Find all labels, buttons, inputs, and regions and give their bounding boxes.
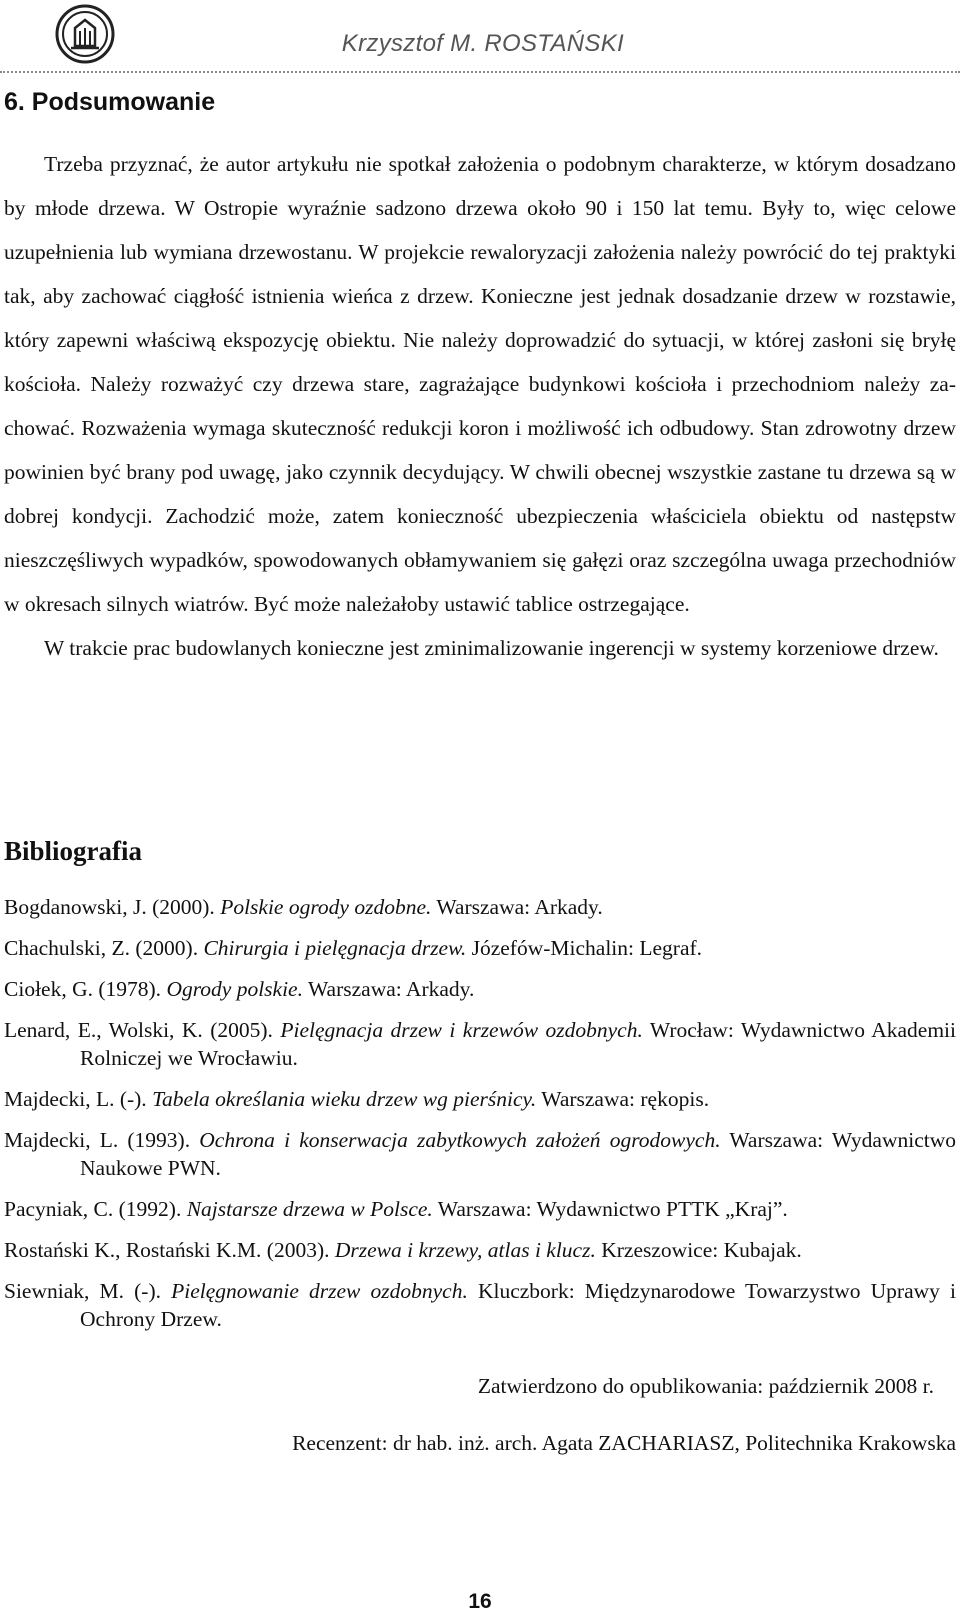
approval-note: Zatwierdzono do opublikowania: październik 2008 r.	[477, 1374, 934, 1398]
page-header	[0, 0, 960, 75]
summary-paragraph: Trzeba przyznać, że autor artykułu nie spotkał założenia o podobnym charakterze, w którym dosadzano by młode drzewa. W Ostropie wyraźnie sadzono drzewa około 90 i 150 lat temu. Były to, więc celowe uzupełnienia lub wymiana drzewostanu. W projekcie rewaloryzacji założenia należy powrócić do tej praktyki tak, aby zachować ciągłość istnienia wieńca z drzew. Konieczne jest jednak dosadzanie drzew w rozstawie, który zapewni właściwą ekspozycję obiektu. Nie należy doprowadzić do sytuacji, w której zasłoni się bryłę kościoła. Należy rozważyć czy drzewa stare, zagrażające budynkowi kościoła i przechodniom należy zachować. Rozważenia wymaga skuteczność redukcji koron i możliwość ich odbudowy. Stan zdrowotny drzew powinien być brany pod uwagę, jako czynnik decydujący. W chwili obecnej wszystkie zastane tu drzewa są w dobrej kondycji. Zachodzić może, zatem konieczność ubezpieczenia właściciela obiektu od następstw nieszczęśliwych wypadków, spowodowanych obłamywaniem się gałęzi oraz szczególna uwaga przechodniów w okresach silnych wiatrów. Być może należałoby ustawić tablice ostrzegające.	[4, 152, 956, 616]
bibliography-entry: Bogdanowski, J. (2000). Polskie ogrody ozdobne. Warszawa: Arkady.	[4, 895, 603, 919]
university-crest-icon	[55, 4, 115, 64]
bibliography-entry: Pacyniak, C. (1992). Najstarsze drzewa w Polsce. Warszawa: Wydawnictwo PTTK „Kraj”.	[4, 1197, 788, 1221]
bibliography-entry: Majdecki, L. (1993). Ochrona i konserwacja zabytkowych założeń ogrodowych. Warszawa: Wydawnictwo Naukowe PWN.	[4, 1128, 956, 1180]
bibliography-entry: Majdecki, L. (-). Tabela określania wieku drzew wg pierśnicy. Warszawa: rękopis.	[4, 1087, 710, 1111]
summary-body	[4, 142, 956, 670]
bibliography-title: Bibliografia	[4, 836, 143, 866]
bibliography-entry: Rostański K., Rostański K.M. (2003). Drzewa i krzewy, atlas i klucz. Krzeszowice: Kubajak.	[4, 1238, 802, 1262]
bibliography-entry: Siewniak, M. (-). Pielęgnowanie drzew ozdobnych. Kluczbork: Międzynarodowe Towarzystwo Uprawy i Ochrony Drzew.	[4, 1279, 956, 1331]
page-number: 16	[468, 1590, 492, 1613]
reviewer-note: Recenzent: dr hab. inż. arch. Agata ZACHARIASZ, Politechnika Krakowska	[292, 1431, 956, 1455]
header-divider	[0, 71, 960, 73]
bibliography-entry: Lenard, E., Wolski, K. (2005). Pielęgnacja drzew i krzewów ozdobnych. Wrocław: Wydawnictwo Akademii Rolniczej we Wrocławiu.	[4, 1018, 957, 1070]
running-header-author: Krzysztof M. ROSTAŃSKI	[341, 30, 624, 57]
summary-paragraph: W trakcie prac budowlanych konieczne jest zminimalizowanie ingerencji w systemy korzeniowe drzew.	[44, 636, 939, 660]
bibliography-list	[4, 893, 956, 1346]
section-title: 6. Podsumowanie	[4, 88, 216, 116]
bibliography-entry: Ciołek, G. (1978). Ogrody polskie. Warszawa: Arkady.	[4, 977, 475, 1001]
bibliography-entry: Chachulski, Z. (2000). Chirurgia i pielęgnacja drzew. Józefów-Michalin: Legraf.	[4, 936, 703, 960]
